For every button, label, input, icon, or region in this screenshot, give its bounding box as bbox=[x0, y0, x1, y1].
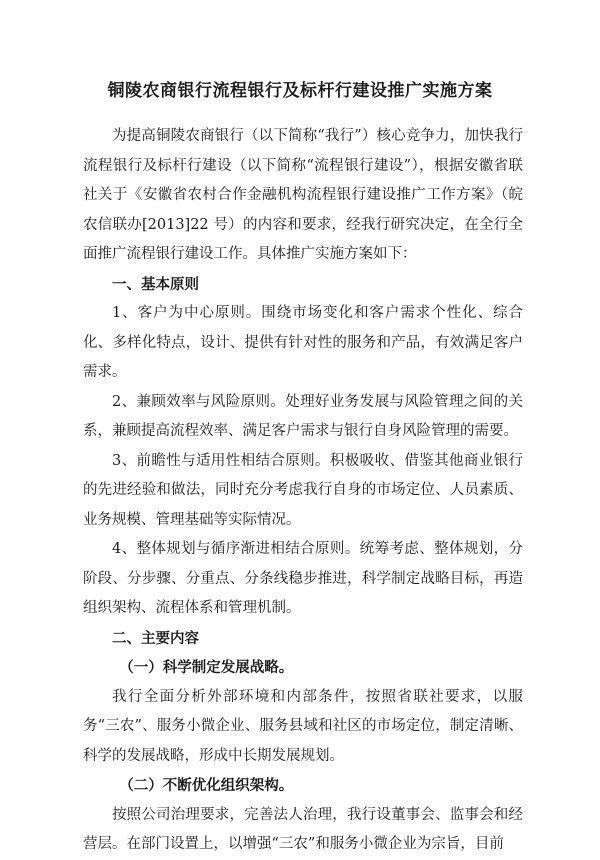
principle-paragraph: 4、整体规划与循序渐进相结合原则。统筹考虑、整体规划，分阶段、分步骤、分重点、分条线稳步推进，科学制定战略目标，再造组织架构、流程体系和管理机制。 bbox=[83, 541, 523, 616]
content-paragraph: 我行全面分析外部环境和内部条件，按照省联社要求，以服务“三农”、服务小微企业、服务县域和社区的市场定位，制定清晰、科学的发展战略，形成中长期发展规划。 bbox=[83, 688, 523, 764]
section-heading: 二、主要内容 bbox=[112, 629, 199, 647]
intro-paragraph: 为提高铜陵农商银行（以下简称“我行”）核心竞争力，加快我行流程银行及标杆行建设（以下简称“流程银行建设”），根据安徽省联社关于《安徽省农村合作金融机构流程银行建设推广工作方案》（皖农信联办[2013]22 号）的内容和要求，经我行研究决定，在全行全面推广流程银行建设工作。具体推广实施方案如下： bbox=[83, 128, 523, 262]
document-body bbox=[83, 122, 523, 860]
content-paragraph: 按照公司治理要求，完善法人治理，我行设董事会、监事会和经营层。在部门设置上，以增强“三农”和服务小微企业为宗旨，目前 bbox=[83, 806, 523, 852]
principle-paragraph: 1、客户为中心原则。围绕市场变化和客户需求个性化、综合化、多样化特点，设计、提供有针对性的服务和产品，有效满足客户需求。 bbox=[83, 305, 523, 380]
section-heading: 一、基本原则 bbox=[112, 275, 199, 293]
subsection-heading: （一）科学制定发展战略。 bbox=[119, 659, 294, 676]
subsection-heading: （二）不断优化组织架构。 bbox=[119, 777, 294, 794]
principle-paragraph: 2、兼顾效率与风险原则。处理好业务发展与风险管理之间的关系，兼顾提高流程效率、满足客户需求与银行自身风险管理的需要。 bbox=[83, 393, 523, 439]
document-title: 铜陵农商银行流程银行及标杆行建设推广实施方案 bbox=[107, 81, 493, 101]
principle-paragraph: 3、前瞻性与适用性相结合原则。积极吸收、借鉴其他商业银行的先进经验和做法，同时充分考虑我行自身的市场定位、人员素质、业务规模、管理基础等实际情况。 bbox=[83, 452, 523, 528]
